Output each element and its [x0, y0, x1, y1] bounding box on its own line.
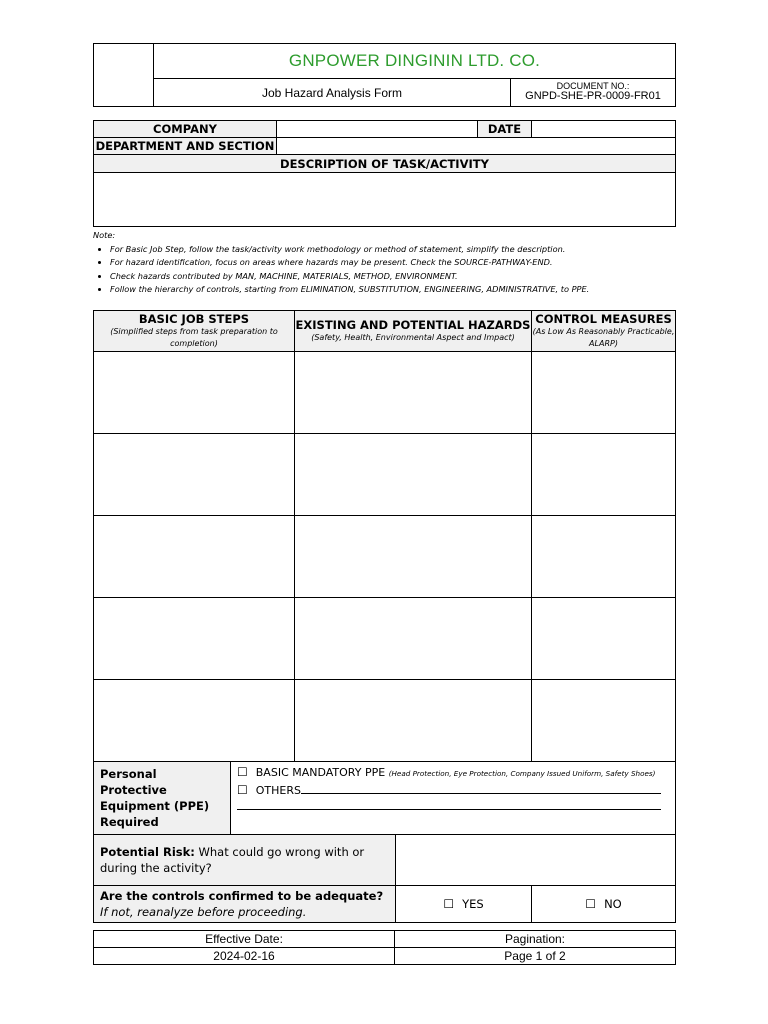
- header-hazards: [295, 311, 532, 352]
- yes-label: YES: [462, 897, 484, 911]
- basic-job-steps-subtitle: (Simplified steps from task preparation to completion): [110, 327, 278, 348]
- control-cell[interactable]: [532, 516, 676, 598]
- control-cell[interactable]: [532, 352, 676, 434]
- table-row: [94, 352, 676, 434]
- job-step-cell[interactable]: [94, 434, 295, 516]
- ppe-row: [94, 762, 676, 835]
- ppe-risk-table: [93, 761, 676, 923]
- department-field[interactable]: [277, 138, 676, 155]
- pagination-value: Page 1 of 2: [395, 948, 676, 965]
- ppe-others-field-line[interactable]: [237, 799, 661, 810]
- form-title: Job Hazard Analysis Form: [154, 79, 511, 107]
- ppe-basic-checkbox[interactable]: ☐: [237, 765, 248, 779]
- table-header-row: [94, 311, 676, 352]
- basic-job-steps-title: BASIC JOB STEPS: [138, 312, 250, 326]
- pagination-label: Pagination:: [395, 931, 676, 948]
- hazard-cell[interactable]: [295, 516, 532, 598]
- document-header: [93, 43, 676, 107]
- control-measures-title: CONTROL MEASURES: [535, 312, 672, 326]
- ppe-basic-detail: (Head Protection, Eye Protection, Company Issued Uniform, Safety Shoes): [388, 769, 656, 778]
- potential-risk-label: [94, 835, 396, 886]
- hazards-subtitle: (Safety, Health, Environmental Aspect and Impact): [311, 333, 515, 342]
- controls-no-option[interactable]: [532, 886, 676, 923]
- effective-date-label: Effective Date:: [94, 931, 395, 948]
- hazard-cell[interactable]: [295, 352, 532, 434]
- controls-adequate-label: [94, 886, 396, 923]
- note-item: • Check hazards contributed by MAN, MACHINE, MATERIALS, METHOD, ENVIRONMENT.: [110, 270, 693, 284]
- job-hazard-table: [93, 310, 676, 762]
- ppe-basic-label: BASIC MANDATORY PPE: [255, 766, 386, 779]
- ppe-label: Personal Protective Equipment (PPE) Required: [94, 762, 231, 835]
- company-field[interactable]: [277, 121, 478, 138]
- yes-checkbox[interactable]: ☐: [443, 897, 455, 911]
- potential-risk-label-text: What could go wrong with or during the activity?: [100, 845, 365, 875]
- table-row: [94, 598, 676, 680]
- job-step-cell[interactable]: [94, 516, 295, 598]
- controls-yes-option[interactable]: [396, 886, 532, 923]
- job-step-cell[interactable]: [94, 680, 295, 762]
- job-step-cell[interactable]: [94, 352, 295, 434]
- ppe-others-checkbox[interactable]: ☐: [237, 783, 248, 797]
- header-basic-job-steps: [94, 311, 295, 352]
- company-label: COMPANY: [94, 121, 277, 138]
- document-footer: [93, 930, 676, 965]
- control-cell[interactable]: [532, 598, 676, 680]
- department-label: DEPARTMENT AND SECTION: [94, 138, 277, 155]
- notes-title: Note:: [93, 230, 116, 240]
- ppe-options: [231, 762, 676, 835]
- table-row: [94, 434, 676, 516]
- description-field[interactable]: [94, 173, 676, 227]
- hazard-cell[interactable]: [295, 680, 532, 762]
- controls-adequate-label-bold: Are the controls confirmed to be adequate?: [100, 889, 384, 903]
- company-name: GNPOWER DINGININ LTD. CO.: [154, 44, 676, 79]
- note-item: • Follow the hierarchy of controls, starting from ELIMINATION, SUBSTITUTION, ENGINEERING, ADMINISTRATIVE, to PPE.: [110, 283, 693, 297]
- header-control-measures: [532, 311, 676, 352]
- date-label: DATE: [478, 121, 532, 138]
- control-cell[interactable]: [532, 680, 676, 762]
- hazard-cell[interactable]: [295, 598, 532, 680]
- document-number: [511, 79, 676, 107]
- table-row: [94, 680, 676, 762]
- job-step-cell[interactable]: [94, 598, 295, 680]
- ppe-others-label: OTHERS: [255, 784, 301, 797]
- potential-risk-label-bold: Potential Risk:: [100, 845, 195, 859]
- notes-list: [93, 243, 693, 297]
- potential-risk-field[interactable]: [396, 835, 676, 886]
- risk-row: [94, 835, 676, 886]
- ppe-basic-option[interactable]: [237, 764, 669, 782]
- table-row: [94, 516, 676, 598]
- ppe-others-field[interactable]: [301, 782, 661, 794]
- no-checkbox[interactable]: ☐: [585, 897, 597, 911]
- hazards-title: EXISTING AND POTENTIAL HAZARDS: [295, 318, 531, 332]
- control-measures-subtitle: (As Low As Reasonably Practicable, ALARP): [532, 327, 675, 348]
- note-item: • For hazard identification, focus on areas where hazards may be present. Check the SOURCE-PATHWAY-END.: [110, 256, 693, 270]
- control-cell[interactable]: [532, 434, 676, 516]
- no-label: NO: [604, 897, 622, 911]
- note-item: • For Basic Job Step, follow the task/activity work methodology or method of statement, simplify the description.: [110, 243, 693, 257]
- document-number-label: DOCUMENT NO.:: [556, 81, 630, 91]
- effective-date-value: 2024-02-16: [94, 948, 395, 965]
- ppe-others-option[interactable]: [237, 782, 669, 799]
- document-number-value: GNPD-SHE-PR-0009-FR01: [525, 90, 661, 103]
- task-info-table: [93, 120, 676, 227]
- logo-area: [94, 44, 154, 107]
- hazard-cell[interactable]: [295, 434, 532, 516]
- controls-row: [94, 886, 676, 923]
- description-label: DESCRIPTION OF TASK/ACTIVITY: [94, 155, 676, 173]
- notes-section: [93, 229, 693, 297]
- controls-adequate-label-italic: If not, reanalyze before proceeding.: [100, 905, 307, 919]
- date-field[interactable]: [532, 121, 676, 138]
